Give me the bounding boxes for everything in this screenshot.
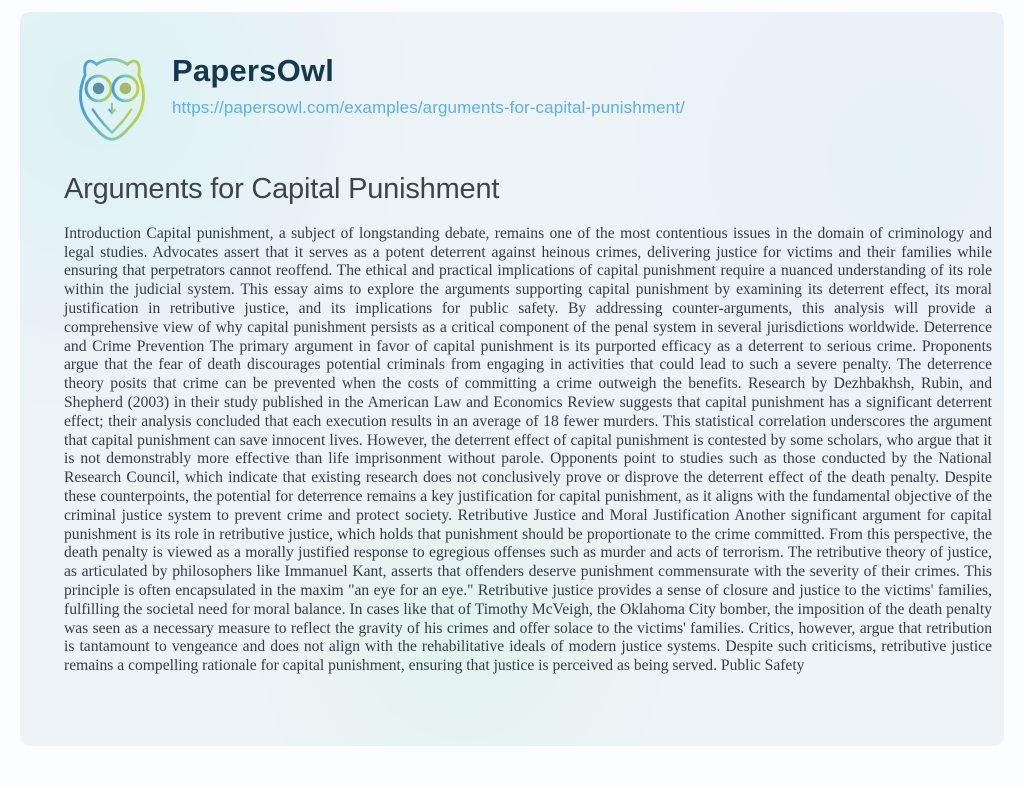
site-header [64,48,976,146]
page-url-link[interactable]: https://papersowl.com/examples/arguments-for-capital-punishment/ [172,98,685,118]
brand-name: PapersOwl [172,53,335,88]
brand-block [172,48,685,118]
owl-icon [64,50,160,146]
page-card [20,12,1004,746]
essay-body-text: Introduction Capital punishment, a subject of longstanding debate, remains one of the most contentious issues in the domain of criminology and legal studies. Advocates assert that it serves as a potent deterrent against heinous crimes, delivering justice for victims and their families while ensuring that perpetrators cannot reoffend. The ethical and practical implications of capital punishment require a nuanced understanding of its role within the judicial system. This essay aims to explore the arguments supporting capital punishment by examining its deterrent effect, its moral justification in retributive justice, and its implications for public safety. By addressing counter-arguments, this analysis will provide a comprehensive view of why capital punishment persists as a critical component of the penal system in several jurisdictions worldwide. Deterrence and Crime Prevention The primary argument in favor of capital punishment is its purported efficacy as a deterrent to serious crime. Proponents argue that the fear of death discourages potential criminals from engaging in activities that could lead to such a severe penalty. The deterrence theory posits that crime can be prevented when the costs of committing a crime outweigh the benefits. Research by Dezhbakhsh, Rubin, and Shepherd (2003) in their study published in the American Law and Economics Review suggests that capital punishment has a significant deterrent effect; their analysis concluded that each execution results in an average of 18 fewer murders. This statistical correlation underscores the argument that capital punishment can save innocent lives. However, the deterrent effect of capital punishment is contested by some scholars, who argue that it is not demonstrably more effective than life imprisonment without parole. Opponents point to studies such as those conducted by the National Research Council, which indicate that existing research does not conclusively prove or disprove the deterrent effect of the death penalty. Despite these counterpoints, the potential for deterrence remains a key justification for capital punishment, as it aligns with the fundamental objective of the criminal justice system to prevent crime and protect society. Retributive Justice and Moral Justification Another significant argument for capital punishment is its role in retributive justice, which holds that punishment should be proportionate to the crime committed. From this perspective, the death penalty is viewed as a morally justified response to egregious offenses such as murder and acts of terrorism. The retributive theory of justice, as articulated by philosophers like Immanuel Kant, asserts that offenders deserve punishment commensurate with the severity of their crimes. This principle is often encapsulated in the maxim "an eye for an eye." Retributive justice provides a sense of closure and justice to the victims' families, fulfilling the societal need for moral balance. In cases like that of Timothy McVeigh, the Oklahoma City bomber, the imposition of the death penalty was seen as a necessary measure to reflect the gravity of his crimes and offer solace to the victims' families. Critics, however, argue that retribution is tantamount to vengeance and does not align with the rehabilitative ideals of modern justice systems. Despite such criticisms, retributive justice remains a compelling rationale for capital punishment, ensuring that justice is perceived as being served. Public Safety [64,224,992,675]
essay-title: Arguments for Capital Punishment [64,173,500,205]
